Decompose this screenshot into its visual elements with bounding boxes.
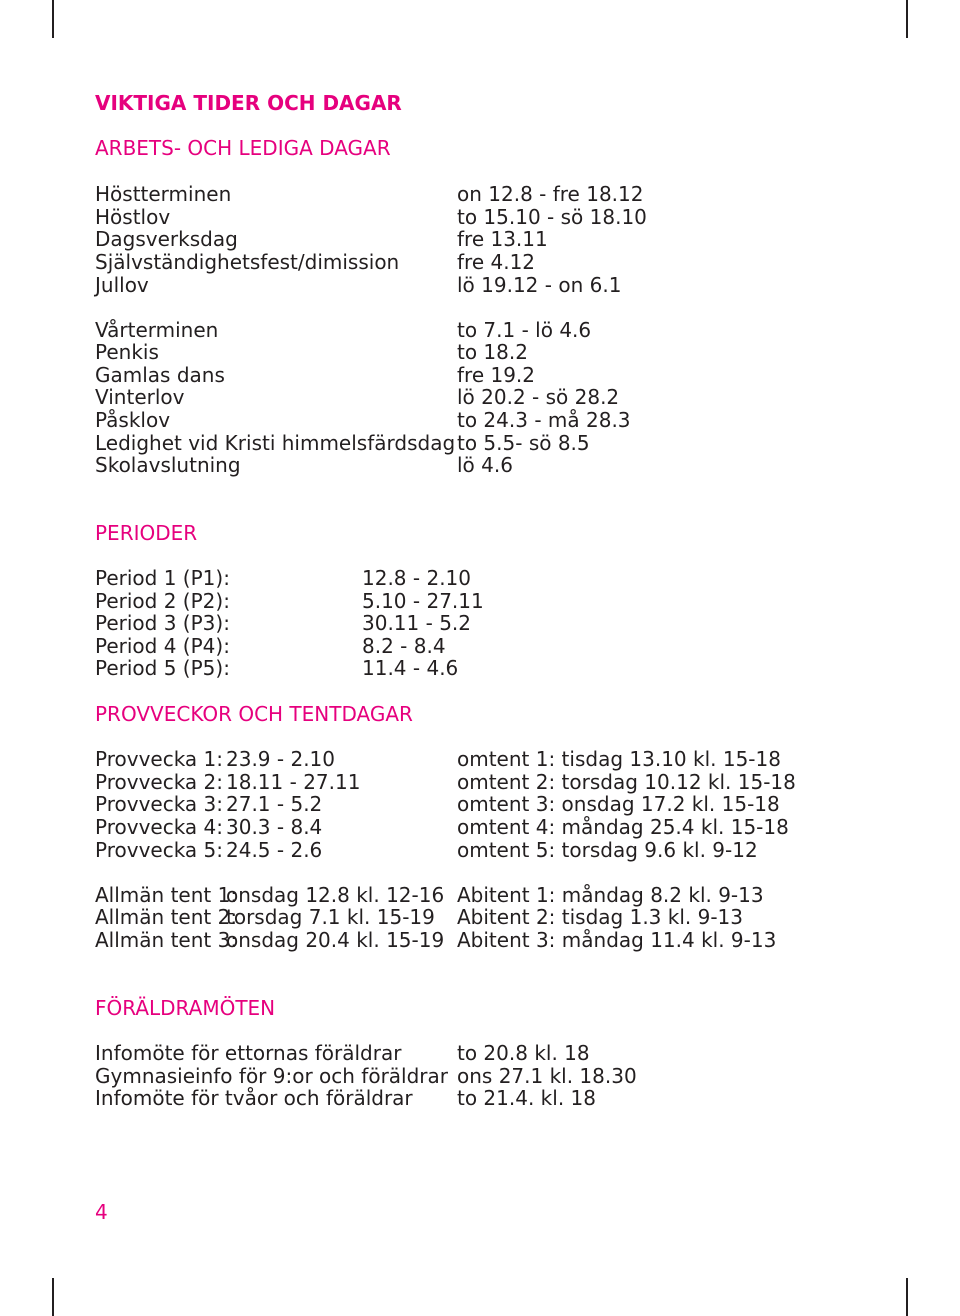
provvecka-label: Provvecka 4: (95, 815, 224, 839)
mote-value: to 20.8 kl. 18 (457, 1041, 590, 1065)
crop-mark-bottom-left (52, 1278, 54, 1316)
allman-tent-label: Allmän tent 2: (95, 905, 238, 929)
mote-value: ons 27.1 kl. 18.30 (457, 1064, 637, 1088)
provvecka-label: Provvecka 5: (95, 838, 224, 862)
omtent-info: omtent 2: torsdag 10.12 kl. 15-18 (457, 770, 796, 794)
row-label: Höstlov (95, 205, 171, 229)
omtent-info: omtent 5: torsdag 9.6 kl. 9-12 (457, 838, 758, 862)
period-value: 11.4 - 4.6 (362, 656, 459, 680)
row-value: fre 19.2 (457, 363, 536, 387)
omtent-info: omtent 4: måndag 25.4 kl. 15-18 (457, 815, 789, 839)
provvecka-dates: 18.11 - 27.11 (226, 770, 361, 794)
row-value: to 5.5- sö 8.5 (457, 431, 590, 455)
period-value: 12.8 - 2.10 (362, 566, 471, 590)
mote-label: Infomöte för ettornas föräldrar (95, 1041, 402, 1065)
row-label: Vårterminen (95, 318, 219, 342)
section-heading-arbets: ARBETS- OCH LEDIGA DAGAR (95, 136, 391, 160)
row-label: Penkis (95, 340, 159, 364)
row-value: to 24.3 - må 28.3 (457, 408, 631, 432)
row-label: Påsklov (95, 408, 171, 432)
row-value: lö 4.6 (457, 453, 513, 477)
period-value: 5.10 - 27.11 (362, 589, 484, 613)
period-label: Period 2 (P2): (95, 589, 230, 613)
provvecka-label: Provvecka 2: (95, 770, 224, 794)
period-label: Period 5 (P5): (95, 656, 230, 680)
omtent-info: omtent 1: tisdag 13.10 kl. 15-18 (457, 747, 781, 771)
provvecka-dates: 30.3 - 8.4 (226, 815, 323, 839)
mote-value: to 21.4. kl. 18 (457, 1086, 596, 1110)
row-value: lö 19.12 - on 6.1 (457, 273, 622, 297)
row-label: Höstterminen (95, 182, 232, 206)
period-label: Period 1 (P1): (95, 566, 230, 590)
allman-tent-label: Allmän tent 1: (95, 883, 238, 907)
section-heading-perioder: PERIODER (95, 521, 198, 545)
provvecka-dates: 24.5 - 2.6 (226, 838, 323, 862)
row-label: Gamlas dans (95, 363, 225, 387)
provvecka-label: Provvecka 1: (95, 747, 224, 771)
row-value: to 15.10 - sö 18.10 (457, 205, 647, 229)
row-label: Skolavslutning (95, 453, 241, 477)
period-value: 30.11 - 5.2 (362, 611, 471, 635)
provvecka-dates: 27.1 - 5.2 (226, 792, 323, 816)
provvecka-label: Provvecka 3: (95, 792, 224, 816)
omtent-info: omtent 3: onsdag 17.2 kl. 15-18 (457, 792, 780, 816)
section-heading-foraldramoten: FÖRÄLDRAMÖTEN (95, 996, 276, 1020)
row-value: fre 13.11 (457, 227, 548, 251)
allman-tent-date: onsdag 20.4 kl. 15-19 (226, 928, 445, 952)
allman-tent-label: Allmän tent 3: (95, 928, 238, 952)
row-label: Självständighetsfest/dimission (95, 250, 400, 274)
period-label: Period 3 (P3): (95, 611, 230, 635)
crop-mark-bottom-right (906, 1278, 908, 1316)
page-title: VIKTIGA TIDER OCH DAGAR (95, 91, 402, 115)
row-value: on 12.8 - fre 18.12 (457, 182, 644, 206)
row-value: to 18.2 (457, 340, 528, 364)
row-label: Ledighet vid Kristi himmelsfärdsdag (95, 431, 456, 455)
row-value: lö 20.2 - sö 28.2 (457, 385, 620, 409)
row-value: fre 4.12 (457, 250, 536, 274)
mote-label: Infomöte för tvåor och föräldrar (95, 1086, 413, 1110)
section-heading-provveckor: PROVVECKOR OCH TENTDAGAR (95, 702, 413, 726)
allman-tent-date: onsdag 12.8 kl. 12-16 (226, 883, 445, 907)
row-label: Dagsverksdag (95, 227, 238, 251)
row-label: Vinterlov (95, 385, 185, 409)
provvecka-dates: 23.9 - 2.10 (226, 747, 335, 771)
period-value: 8.2 - 8.4 (362, 634, 446, 658)
row-value: to 7.1 - lö 4.6 (457, 318, 592, 342)
row-label: Jullov (95, 273, 149, 297)
allman-tent-date: torsdag 7.1 kl. 15-19 (226, 905, 435, 929)
crop-mark-top-right (906, 0, 908, 38)
abitent-info: Abitent 2: tisdag 1.3 kl. 9-13 (457, 905, 744, 929)
abitent-info: Abitent 3: måndag 11.4 kl. 9-13 (457, 928, 777, 952)
mote-label: Gymnasieinfo för 9:or och föräldrar (95, 1064, 449, 1088)
abitent-info: Abitent 1: måndag 8.2 kl. 9-13 (457, 883, 764, 907)
period-label: Period 4 (P4): (95, 634, 230, 658)
crop-mark-top-left (52, 0, 54, 38)
page-number: 4 (95, 1200, 108, 1224)
